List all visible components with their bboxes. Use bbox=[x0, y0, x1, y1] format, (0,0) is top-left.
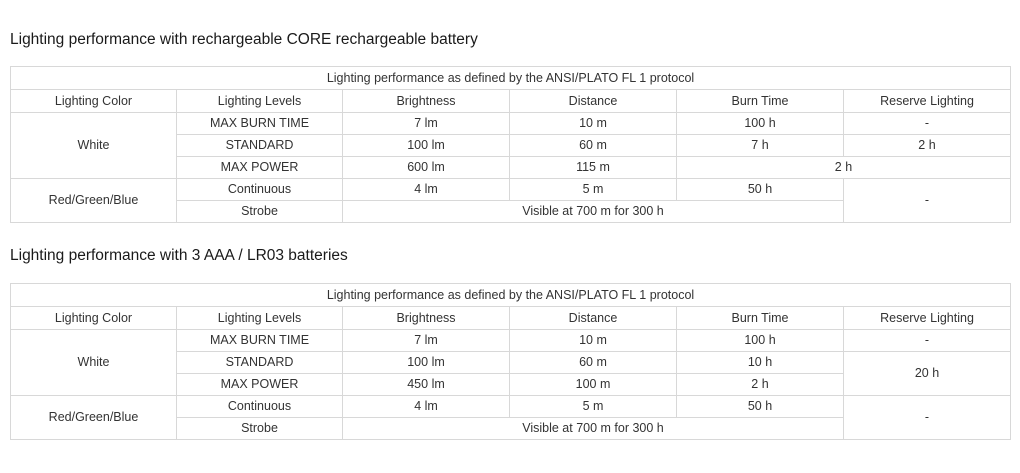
cell-brightness: 450 lm bbox=[343, 374, 510, 396]
cell-distance: 60 m bbox=[510, 135, 677, 157]
cell-lighting-level: MAX BURN TIME bbox=[177, 113, 343, 135]
cell-burn-time: 7 h bbox=[677, 135, 844, 157]
performance-table-core-battery bbox=[10, 66, 1011, 223]
table-caption: Lighting performance as defined by the ANSI/PLATO FL 1 protocol bbox=[11, 67, 1011, 90]
cell-lighting-level: MAX POWER bbox=[177, 374, 343, 396]
cell-brightness: 100 lm bbox=[343, 135, 510, 157]
cell-distance: 5 m bbox=[510, 396, 677, 418]
cell-lighting-level: MAX BURN TIME bbox=[177, 330, 343, 352]
cell-brightness: 7 lm bbox=[343, 330, 510, 352]
cell-reserve-lighting: 2 h bbox=[844, 135, 1011, 157]
cell-reserve-lighting-merged: 20 h bbox=[844, 352, 1011, 396]
cell-reserve-lighting: - bbox=[844, 179, 1011, 223]
column-header-reserve-lighting: Reserve Lighting bbox=[844, 307, 1011, 330]
column-header-brightness: Brightness bbox=[343, 90, 510, 113]
performance-table-aaa-battery bbox=[10, 283, 1011, 440]
cell-lighting-color-rgb: Red/Green/Blue bbox=[11, 396, 177, 440]
cell-lighting-level: STANDARD bbox=[177, 352, 343, 374]
cell-burn-time: 50 h bbox=[677, 396, 844, 418]
cell-distance: 60 m bbox=[510, 352, 677, 374]
cell-burn-time: 100 h bbox=[677, 330, 844, 352]
cell-lighting-level: Continuous bbox=[177, 179, 343, 201]
column-header-distance: Distance bbox=[510, 90, 677, 113]
table-caption-row bbox=[11, 284, 1011, 307]
table-caption-row bbox=[11, 67, 1011, 90]
table-row bbox=[11, 113, 1011, 135]
table-header-row bbox=[11, 307, 1011, 330]
table-caption: Lighting performance as defined by the ANSI/PLATO FL 1 protocol bbox=[11, 284, 1011, 307]
cell-distance: 10 m bbox=[510, 113, 677, 135]
cell-lighting-level: Strobe bbox=[177, 418, 343, 440]
cell-reserve-lighting: - bbox=[844, 330, 1011, 352]
column-header-distance: Distance bbox=[510, 307, 677, 330]
column-header-brightness: Brightness bbox=[343, 307, 510, 330]
column-header-lighting-levels: Lighting Levels bbox=[177, 90, 343, 113]
column-header-burn-time: Burn Time bbox=[677, 90, 844, 113]
cell-distance: 5 m bbox=[510, 179, 677, 201]
cell-lighting-level: Continuous bbox=[177, 396, 343, 418]
cell-burn-time: 50 h bbox=[677, 179, 844, 201]
cell-reserve-lighting: - bbox=[844, 396, 1011, 440]
cell-brightness: 4 lm bbox=[343, 396, 510, 418]
cell-distance: 10 m bbox=[510, 330, 677, 352]
cell-lighting-level: Strobe bbox=[177, 201, 343, 223]
table-row bbox=[11, 396, 1011, 418]
cell-burn-time: 2 h bbox=[677, 374, 844, 396]
cell-distance: 115 m bbox=[510, 157, 677, 179]
cell-brightness: 600 lm bbox=[343, 157, 510, 179]
cell-burn-time: 10 h bbox=[677, 352, 844, 374]
cell-burn-time-reserve-merged: 2 h bbox=[677, 157, 1011, 179]
cell-strobe-merged: Visible at 700 m for 300 h bbox=[343, 418, 844, 440]
table-row bbox=[11, 179, 1011, 201]
section-title-aaa-battery: Lighting performance with 3 AAA / LR03 batteries bbox=[10, 247, 348, 264]
cell-brightness: 100 lm bbox=[343, 352, 510, 374]
section-title-core-battery: Lighting performance with rechargeable CORE rechargeable battery bbox=[10, 31, 478, 48]
column-header-lighting-color: Lighting Color bbox=[11, 307, 177, 330]
cell-lighting-level: MAX POWER bbox=[177, 157, 343, 179]
table-header-row bbox=[11, 90, 1011, 113]
cell-burn-time: 100 h bbox=[677, 113, 844, 135]
cell-brightness: 4 lm bbox=[343, 179, 510, 201]
table-row bbox=[11, 330, 1011, 352]
cell-distance: 100 m bbox=[510, 374, 677, 396]
column-header-reserve-lighting: Reserve Lighting bbox=[844, 90, 1011, 113]
cell-strobe-merged: Visible at 700 m for 300 h bbox=[343, 201, 844, 223]
cell-lighting-color-white: White bbox=[11, 330, 177, 396]
cell-lighting-color-white: White bbox=[11, 113, 177, 179]
cell-lighting-level: STANDARD bbox=[177, 135, 343, 157]
cell-brightness: 7 lm bbox=[343, 113, 510, 135]
column-header-lighting-color: Lighting Color bbox=[11, 90, 177, 113]
column-header-burn-time: Burn Time bbox=[677, 307, 844, 330]
cell-lighting-color-rgb: Red/Green/Blue bbox=[11, 179, 177, 223]
column-header-lighting-levels: Lighting Levels bbox=[177, 307, 343, 330]
cell-reserve-lighting: - bbox=[844, 113, 1011, 135]
